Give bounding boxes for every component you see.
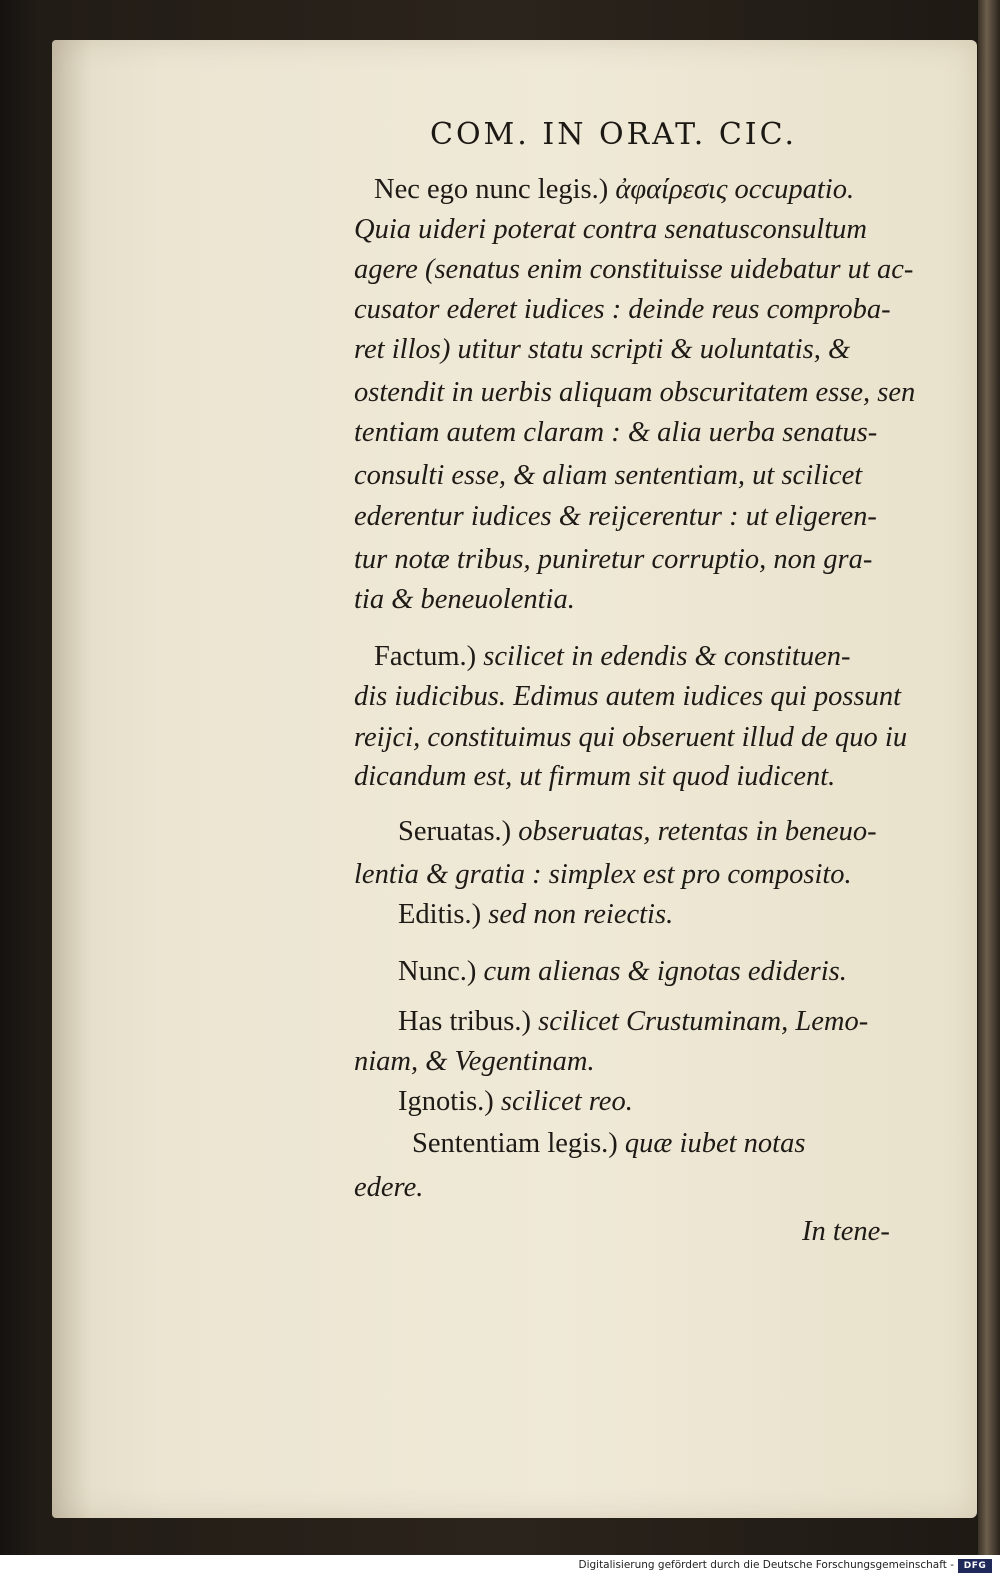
footer-credit: Digitalisierung gefördert durch die Deutsche Forschungsgemeinschaft - [578, 1559, 954, 1571]
text-line [354, 250, 954, 290]
gloss: In tene- [802, 1216, 890, 1247]
gloss: ret illos) utitur statu scripti & uoluntatis, & [354, 334, 851, 365]
text-line [354, 413, 954, 453]
gloss: obseruatas, retentas in beneuo- [518, 816, 877, 847]
text-line [354, 456, 954, 496]
text-line [354, 210, 954, 250]
gloss: scilicet in edendis & constituen- [483, 641, 851, 672]
text-line [354, 580, 954, 620]
gloss: edere. [354, 1172, 424, 1203]
gloss: cum alienas & ignotas edideris. [483, 956, 847, 987]
gloss: dicandum est, ut firmum sit quod iudicent. [354, 761, 836, 792]
text-line [354, 1168, 954, 1208]
text-line [412, 1124, 1000, 1164]
digitization-footer [0, 1555, 1000, 1578]
gloss: dis iudicibus. Edimus autem iudices qui possunt [354, 681, 902, 712]
text-line [354, 540, 954, 580]
text-line [374, 170, 974, 210]
gloss: reijci, constituimus qui obseruent illud de quo iu [354, 722, 908, 753]
gloss: ederentur iudices & reijcerentur : ut eligeren- [354, 501, 877, 532]
lemma: Has tribus.) [398, 1006, 531, 1037]
lemma: Sententiam legis.) [412, 1128, 618, 1159]
gloss: agere (senatus enim constituisse uidebatur ut ac- [354, 254, 914, 285]
gloss: ἀφαίρεσις occupatio. [615, 174, 855, 205]
text-line [354, 855, 954, 895]
gloss: quæ iubet notas [624, 1128, 806, 1159]
text-line [354, 1042, 954, 1082]
text-line [398, 1082, 998, 1122]
lemma: Nec ego nunc legis.) [374, 174, 609, 205]
gloss: sed non reiectis. [488, 899, 674, 930]
dfg-logo: DFG [958, 1559, 992, 1573]
gloss: ostendit in uerbis aliquam obscuritatem esse, sen [354, 377, 916, 408]
gloss: scilicet Crustuminam, Lemo- [538, 1006, 869, 1037]
text-line [398, 895, 998, 935]
text-line [374, 637, 974, 677]
lemma: Editis.) [398, 899, 482, 930]
gloss: tentiam autem claram : & alia uerba senatus- [354, 417, 878, 448]
text-line [354, 757, 954, 797]
book-edge [978, 0, 1000, 1555]
gloss: consulti esse, & aliam sententiam, ut scilicet [354, 460, 863, 491]
gloss: lentia & gratia : simplex est pro composito. [354, 859, 852, 890]
lemma: Factum.) [374, 641, 477, 672]
text-line [398, 812, 998, 852]
lemma: Ignotis.) [398, 1086, 494, 1117]
text-line [354, 290, 954, 330]
text-line [354, 677, 954, 717]
text-line [398, 1002, 998, 1042]
text-line [354, 718, 954, 758]
text-line [398, 952, 998, 992]
running-header: COM. IN ORAT. CIC. [430, 117, 798, 152]
gloss: cusator ederet iudices : deinde reus comproba- [354, 294, 891, 325]
text-line [354, 497, 954, 537]
text-line [802, 1212, 952, 1252]
gloss: Quia uideri poterat contra senatusconsultum [354, 214, 867, 245]
text-line [354, 330, 954, 370]
lemma: Nunc.) [398, 956, 477, 987]
gloss: tur notæ tribus, puniretur corruptio, non gra- [354, 544, 873, 575]
text-line [354, 373, 954, 413]
gloss: scilicet reo. [500, 1086, 633, 1117]
gloss: tia & beneuolentia. [354, 584, 575, 615]
gloss: niam, & Vegentinam. [354, 1046, 595, 1077]
lemma: Seruatas.) [398, 816, 512, 847]
